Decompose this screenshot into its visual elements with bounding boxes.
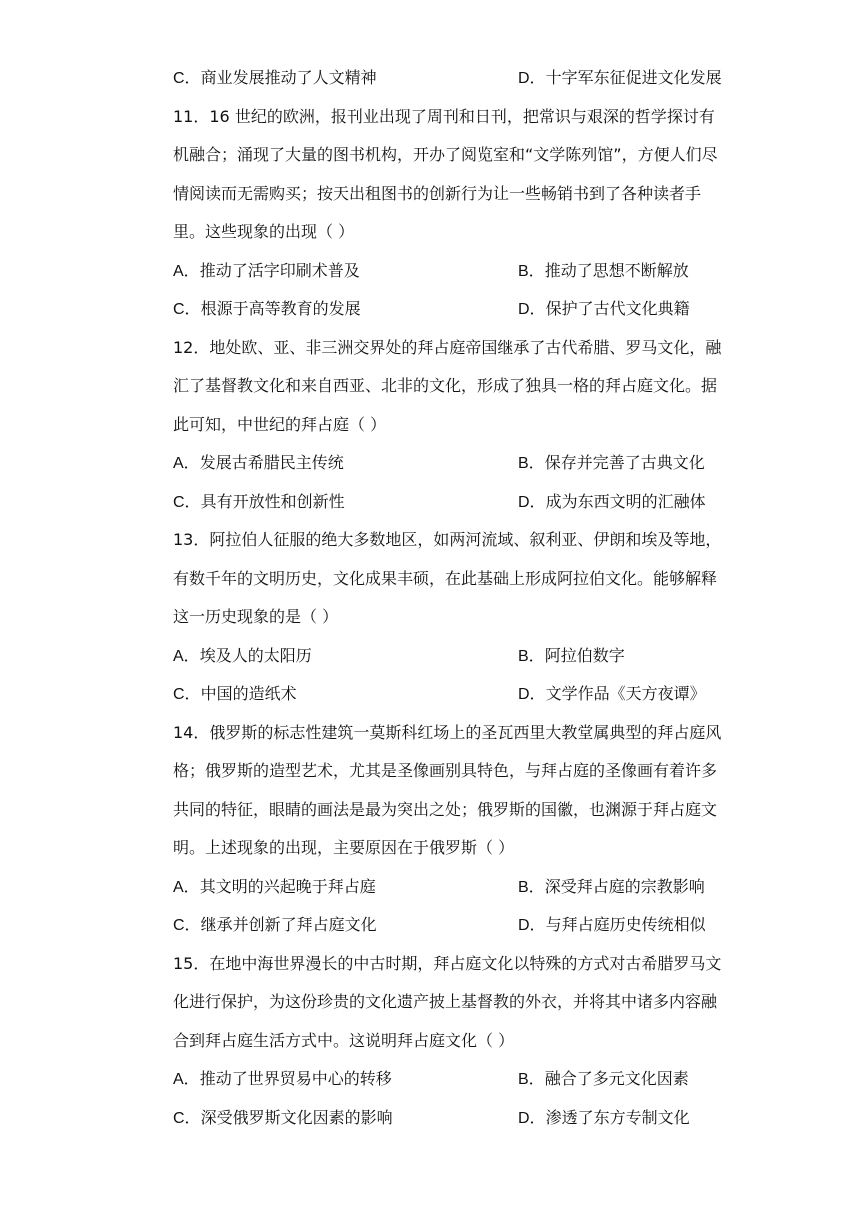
q12-stem-line: 汇了基督教文化和来自西亚、北非的文化，形成了独具一格的拜占庭文化。据 <box>173 376 718 395</box>
question-number: 13． <box>173 530 210 549</box>
q14-option-b: B．深受拜占庭的宗教影响 <box>518 877 705 896</box>
q15-option-c: C．深受俄罗斯文化因素的影响 <box>173 1108 393 1127</box>
q14-stem-line: 明。上述现象的出现，主要原因在于俄罗斯（ ） <box>173 838 515 857</box>
q11-stem-line: 11．16 世纪的欧洲，报刊业出现了周刊和日刊，把常识与艰深的哲学探讨有 <box>173 107 715 126</box>
q13-option-b: B．阿拉伯数字 <box>518 646 625 665</box>
q15-stem-line: 15．在地中海世界漫长的中古时期，拜占庭文化以特殊的方式对古希腊罗马文 <box>173 954 722 973</box>
q12-option-c: C．具有开放性和创新性 <box>173 492 345 511</box>
q13-stem-line: 有数千年的文明历史，文化成果丰硕，在此基础上形成阿拉伯文化。能够解释 <box>173 569 718 588</box>
q15-stem-line: 合到拜占庭生活方式中。这说明拜占庭文化（ ） <box>173 1031 515 1050</box>
q15-option-b: B．融合了多元文化因素 <box>518 1069 689 1088</box>
question-number: 11． <box>173 107 210 126</box>
q15-option-d: D．渗透了东方专制文化 <box>518 1108 690 1127</box>
q11-stem-line: 里。这些现象的出现（ ） <box>173 222 355 241</box>
q14-option-c: C．继承并创新了拜占庭文化 <box>173 915 377 934</box>
question-number: 12． <box>173 338 210 357</box>
q11-option-d: D．保护了古代文化典籍 <box>518 299 690 318</box>
q13-option-c: C．中国的造纸术 <box>173 684 297 703</box>
q12-option-d: D．成为东西文明的汇融体 <box>518 492 706 511</box>
q11-option-c: C．根源于高等教育的发展 <box>173 299 361 318</box>
q14-option-d: D．与拜占庭历史传统相似 <box>518 915 706 934</box>
q14-stem-line: 共同的特征，眼睛的画法是最为突出之处；俄罗斯的国徽，也渊源于拜占庭文 <box>173 800 718 819</box>
q10-option-d: D．十字军东征促进文化发展 <box>518 68 722 87</box>
question-number: 15． <box>173 954 210 973</box>
q14-stem-line: 14．俄罗斯的标志性建筑一莫斯科红场上的圣瓦西里大教堂属典型的拜占庭风 <box>173 723 722 742</box>
q10-option-c: C．商业发展推动了人文精神 <box>173 68 377 87</box>
q13-stem-line: 13．阿拉伯人征服的绝大多数地区，如两河流域、叙利亚、伊朗和埃及等地， <box>173 530 722 549</box>
q12-option-a: A．发展古希腊民主传统 <box>173 453 344 472</box>
q12-stem-line: 此可知，中世纪的拜占庭（ ） <box>173 415 387 434</box>
q13-stem-line: 这一历史现象的是（ ） <box>173 607 339 626</box>
q11-stem-line: 情阅读而无需购买；按天出租图书的创新行为让一些畅销书到了各种读者手 <box>173 184 702 203</box>
q12-stem-line: 12．地处欧、亚、非三洲交界处的拜占庭帝国继承了古代希腊、罗马文化，融 <box>173 338 722 357</box>
q11-option-a: A．推动了活字印刷术普及 <box>173 261 360 280</box>
q11-option-b: B．推动了思想不断解放 <box>518 261 689 280</box>
q11-stem-line: 机融合；涌现了大量的图书机构，开办了阅览室和“文学陈列馆”，方便人们尽 <box>173 145 718 164</box>
q14-option-a: A．其文明的兴起晚于拜占庭 <box>173 877 376 896</box>
q14-stem-line: 格；俄罗斯的造型艺术，尤其是圣像画别具特色，与拜占庭的圣像画有着许多 <box>173 761 718 780</box>
q15-option-a: A．推动了世界贸易中心的转移 <box>173 1069 392 1088</box>
q12-option-b: B．保存并完善了古典文化 <box>518 453 705 472</box>
question-number: 14． <box>173 723 210 742</box>
q15-stem-line: 化进行保护，为这份珍贵的文化遗产披上基督教的外衣，并将其中诸多内容融 <box>173 992 718 1011</box>
q13-option-d: D．文学作品《天方夜谭》 <box>518 684 706 703</box>
q13-option-a: A．埃及人的太阳历 <box>173 646 312 665</box>
